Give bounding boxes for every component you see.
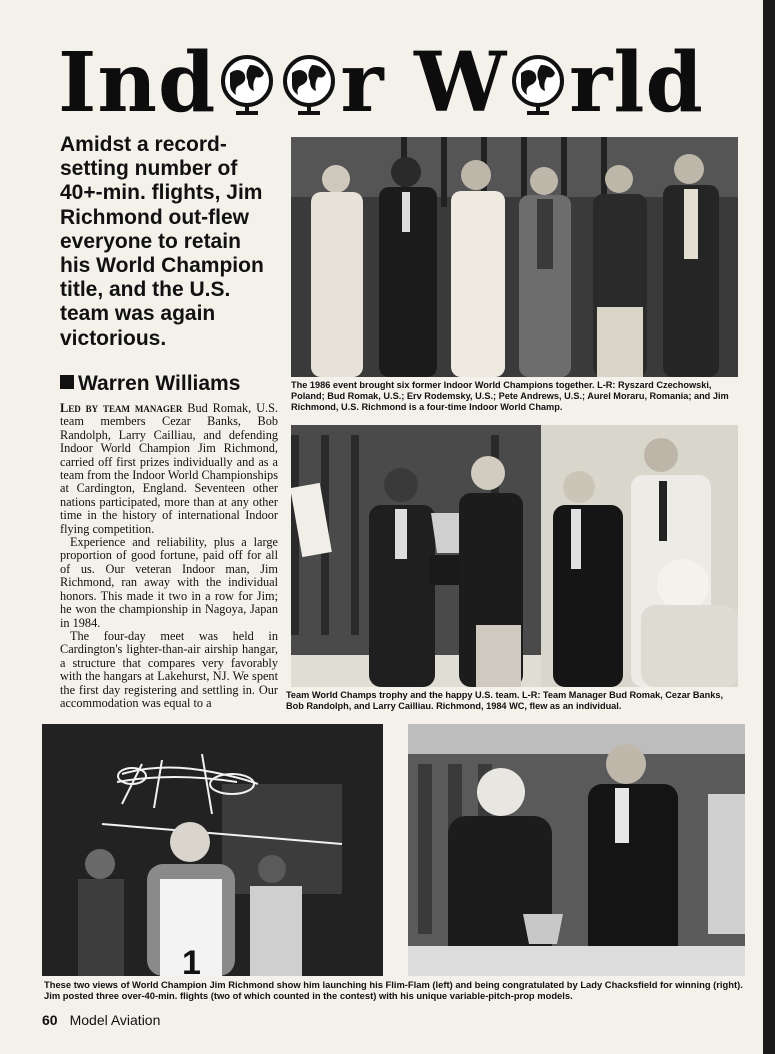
lead-in: Led by team manager [60,401,183,415]
caption-photo-2: Team World Champs trophy and the happy U.S. team. L-R: Team Manager Bud Romak, Cezar Banks, Bob Randolph, and Larry Cailliau. Richmond, 1984 WC, flew as an individual. [286,690,723,711]
page-footer [42,1012,160,1028]
photo-six-champions [291,137,738,377]
byline [60,372,275,396]
paragraph-1: Led by team manager Bud Romak, U.S. team members Cezar Banks, Bob Randolph, Larry Cailliau, and defending Indoor World Champion Jim Richmond, carried off first prizes individually and as a team from the Indoor World Championships at Cardington, England. Seventeen other nations participated, more than at any other time in the history of international Indoor flying competition. [60,401,278,536]
globe-icon [216,42,278,104]
paragraph-2: Experience and reliability, plus a large proportion of good fortune, paid off for all of us. Our veteran Indoor man, Jim Richmond, ran away with the individual honors. This made it two in a row for Jim; he won the championship in Nagoya, Japan in 1984. [60,535,278,630]
photo-launching-model [42,724,383,976]
globe-icon [278,42,340,104]
photo-team-trophy [291,425,738,687]
globe-icon [507,42,569,104]
page-number: 60 [42,1012,58,1028]
caption-photos-3-4: These two views of World Champion Jim Richmond show him launching his Flim-Flam (left) and being congratulated by Lady Chacksfield for winning (right). Jim posted three over-40-min. flights (two of which counted in the contest) with his unique variable-pitch-prop models. [44,979,743,1001]
byline-author: Warren Williams [78,372,241,395]
headline-part-1: Ind [58,38,217,128]
bib-number: 1 [182,944,201,976]
bullet-square-icon [60,375,74,389]
magazine-name: Model Aviation [69,1012,161,1028]
headline-part-2: r W [340,38,508,128]
headline-part-3: rld [569,38,704,128]
page-spine-edge [763,0,775,1054]
article-deck: Amidst a record-setting number of 40+-min. flights, Jim Richmond out-flew everyone to retain his World Champion title, and the U.S. team was again victorious. [60,133,264,350]
article-body [60,402,278,710]
caption-photo-1: The 1986 event brought six former Indoor World Champions together. L-R: Ryszard Czechowski, Poland; Bud Romak, U.S.; Erv Rodemsky, U.S.; Pete Andrews, U.S.; Aurel Moraru, Romania; and Jim Richmond, U.S. Richmond is a four-time Indoor World Champ. [291,380,729,412]
headline [58,38,775,128]
paragraph-3: The four-day meet was held in Cardington's lighter-than-air airship hangar, a structure that compares very favorably with the hangars at Lakehurst, NJ. We spent the first day registering and settling in. Our accommodation was equal to a [60,628,278,710]
photo-congratulations [408,724,745,976]
